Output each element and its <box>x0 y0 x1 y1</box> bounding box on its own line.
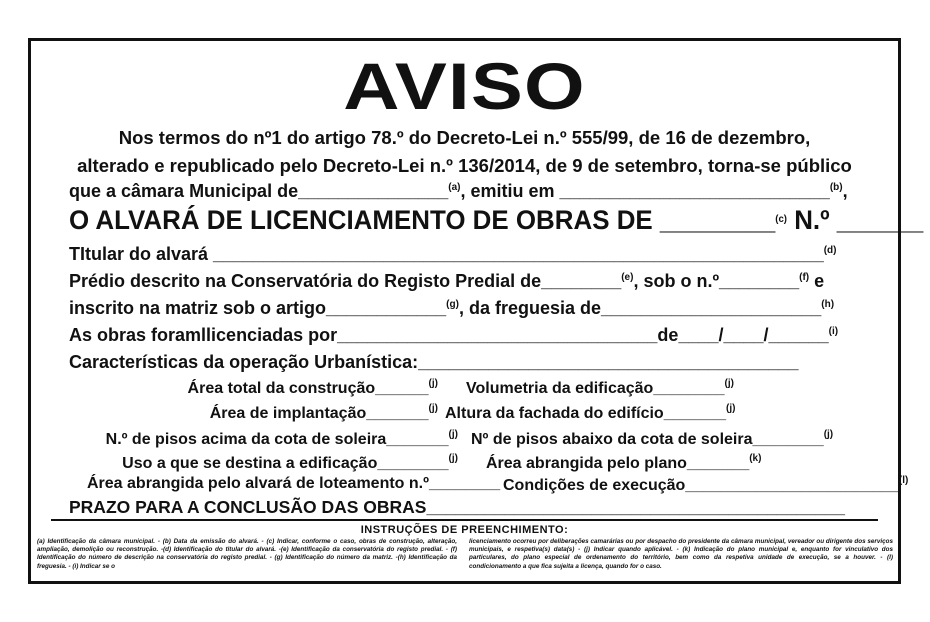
alvara-heading <box>69 205 923 236</box>
alvara-number: N.º ______ <box>786 205 924 235</box>
emitiu-field: , emitiu em ___________________________ <box>460 181 830 201</box>
area-loteamento-field: Área abrangida pelo alvará de loteamento n.º________ <box>87 475 501 492</box>
marker-d: (d) <box>823 245 837 256</box>
condicoes-field: Condições de execução________________________$^{(l)}$ <box>503 475 909 494</box>
camara-line: que a câmara Municipal de_______________$^{(a)}$, emitiu em ___________________________$^{(b)}$, <box>69 181 848 201</box>
instructions-divider <box>51 519 878 521</box>
volumetria-field: Volumetria da edificação________$^{(j)}$ <box>466 378 734 397</box>
matriz-field: inscrito na matriz sob o artigo____________ <box>69 298 447 318</box>
altura-field: Altura da fachada do edifício_______$^{(j)}$ <box>445 403 736 422</box>
uso-field: Uso a que se destina a edificação________$^{(j)}$ <box>122 453 458 472</box>
obras-line <box>69 325 838 346</box>
area-implantacao-field: Área de implantação_______$^{(j)}$ <box>209 403 438 422</box>
titular-field: TItular do alvará _____________________________________________________________ <box>69 244 824 264</box>
marker-c: (c) <box>775 214 787 225</box>
predio-numero-field: , sob o n.º________ <box>633 271 800 291</box>
pisos-abaixo-field: Nº de pisos abaixo da cota de soleira________$^{(j)}$ <box>471 429 834 448</box>
instructions-left: (a) Identificação da câmara municipal. - (b) Data da emissão do alvará. - (c) Indicar, conforme o caso, obras de construção, alteração, ampliação, demolição ou reconstrução. -(d) Identificação do titular do alvará. -(e) Identificação da conservatória do registo predial. - (f) Identificação do número de descrição na conservatória do registo predial. - (g) Identificação do número da matriz. -(h) Identificação da freguesia. - (i) Indicar se o <box>37 538 457 570</box>
matriz-line <box>69 298 834 319</box>
predio-line: Prédio descrito na Conservatória do Registo Predial de________$^{(e)}$, sob o n.º________$^{(f)}$ e <box>69 271 825 291</box>
marker-a: (a) <box>448 182 461 193</box>
marker-f: (f) <box>799 272 810 283</box>
obras-field: As obras foramllicenciadas por________________________________de____/____/______ <box>69 325 829 345</box>
notice-title: AVISO <box>343 49 586 123</box>
instructions-right: licenciamento ocorreu por deliberações camarárias ou por despacho do presidente da câmara municipal, vereador ou dirigente dos serviços municipais, e respetiva(s) data(s) - (j) Indicar quando aplicável. - (k) Indicação do plano municipal e, enquanto for vinculativo dos particulares, do plano especial de ordenamento do território, bem como da respetiva unidade de execução, se a houver. - (l) condicionamento a que fica sujeita a licença, quando for o caso. <box>469 538 893 570</box>
marker-b: (b) <box>829 182 843 193</box>
area-plano-field: Área abrangida pelo plano_______$^{(k)}$ <box>486 453 762 472</box>
prazo-line: PRAZO PARA A CONCLUSÃO DAS OBRAS___________________________________________ <box>69 497 845 517</box>
instructions-heading: INSTRUÇÕES DE PREENCHIMENTO: <box>360 524 569 536</box>
marker-i: (i) <box>828 326 839 337</box>
marker-g: (g) <box>446 299 459 310</box>
intro-line-2: alterado e republicado pelo Decreto-Lei n.º 136/2014, de 9 de setembro, torna-se público <box>77 155 852 176</box>
freguesia-field: , da freguesia de______________________ <box>458 298 822 318</box>
camara-field: que a câmara Municipal de_______________ <box>69 181 449 201</box>
marker-h: (h) <box>821 299 835 310</box>
intro-line-1: Nos termos do nº1 do artigo 78.º do Decreto-Lei n.º 555/99, de 16 de dezembro, <box>118 127 811 148</box>
marker-e: (e) <box>621 272 634 283</box>
titular-line <box>69 244 836 265</box>
caracteristicas-line: Características da operação Urbanística:______________________________________ <box>69 352 799 372</box>
area-total-field: Área total da construção______$^{(j)}$ <box>187 378 438 397</box>
notice-frame <box>28 38 924 584</box>
pisos-acima-field: N.º de pisos acima da cota de soleira_______$^{(j)}$ <box>105 429 458 448</box>
alvara-text: O ALVARÁ DE LICENCIAMENTO DE OBRAS DE ________ <box>69 205 776 235</box>
predio-field: Prédio descrito na Conservatória do Registo Predial de________ <box>69 271 622 291</box>
